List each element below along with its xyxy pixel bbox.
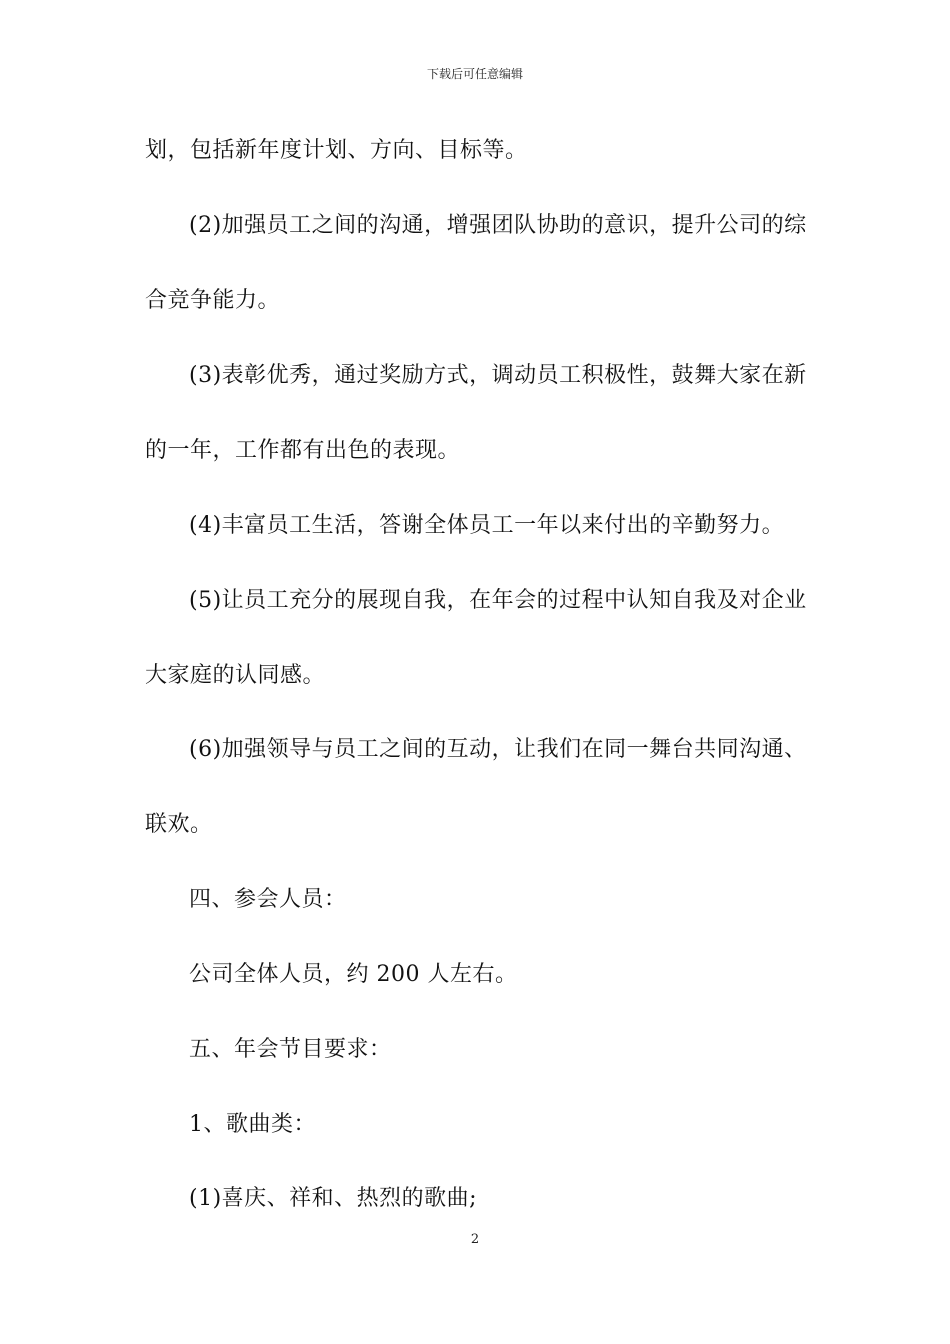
paragraph-line: (5)让员工充分的展现自我，在年会的过程中认知自我及对企业 — [189, 588, 807, 613]
paragraph-line: 合竞争能力。 — [145, 288, 281, 313]
subsection-heading: 1、歌曲类： — [189, 1112, 316, 1137]
paragraph-line: 公司全体人员，约 200 人左右。 — [189, 962, 518, 987]
paragraph-line: 大家庭的认同感。 — [145, 663, 326, 688]
paragraph-line: (2)加强员工之间的沟通，增强团队协助的意识，提升公司的综 — [189, 213, 807, 238]
section-heading: 五、年会节目要求： — [189, 1037, 392, 1062]
page-number: 2 — [470, 1232, 480, 1247]
paragraph-line: (3)表彰优秀，通过奖励方式，调动员工积极性，鼓舞大家在新 — [189, 363, 807, 388]
page-header-note: 下载后可任意编辑 — [426, 67, 523, 81]
paragraph-line: 的一年，工作都有出色的表现。 — [145, 438, 461, 463]
paragraph-line: (4)丰富员工生活，答谢全体员工一年以来付出的辛勤努力。 — [189, 513, 785, 538]
paragraph-line: (6)加强领导与员工之间的互动，让我们在同一舞台共同沟通、 — [189, 737, 807, 762]
paragraph-line: 划，包括新年度计划、方向、目标等。 — [145, 138, 528, 163]
paragraph-line: 联欢。 — [145, 812, 213, 837]
paragraph-line: (1)喜庆、祥和、热烈的歌曲; — [189, 1186, 478, 1211]
section-heading: 四、参会人员： — [189, 887, 347, 912]
